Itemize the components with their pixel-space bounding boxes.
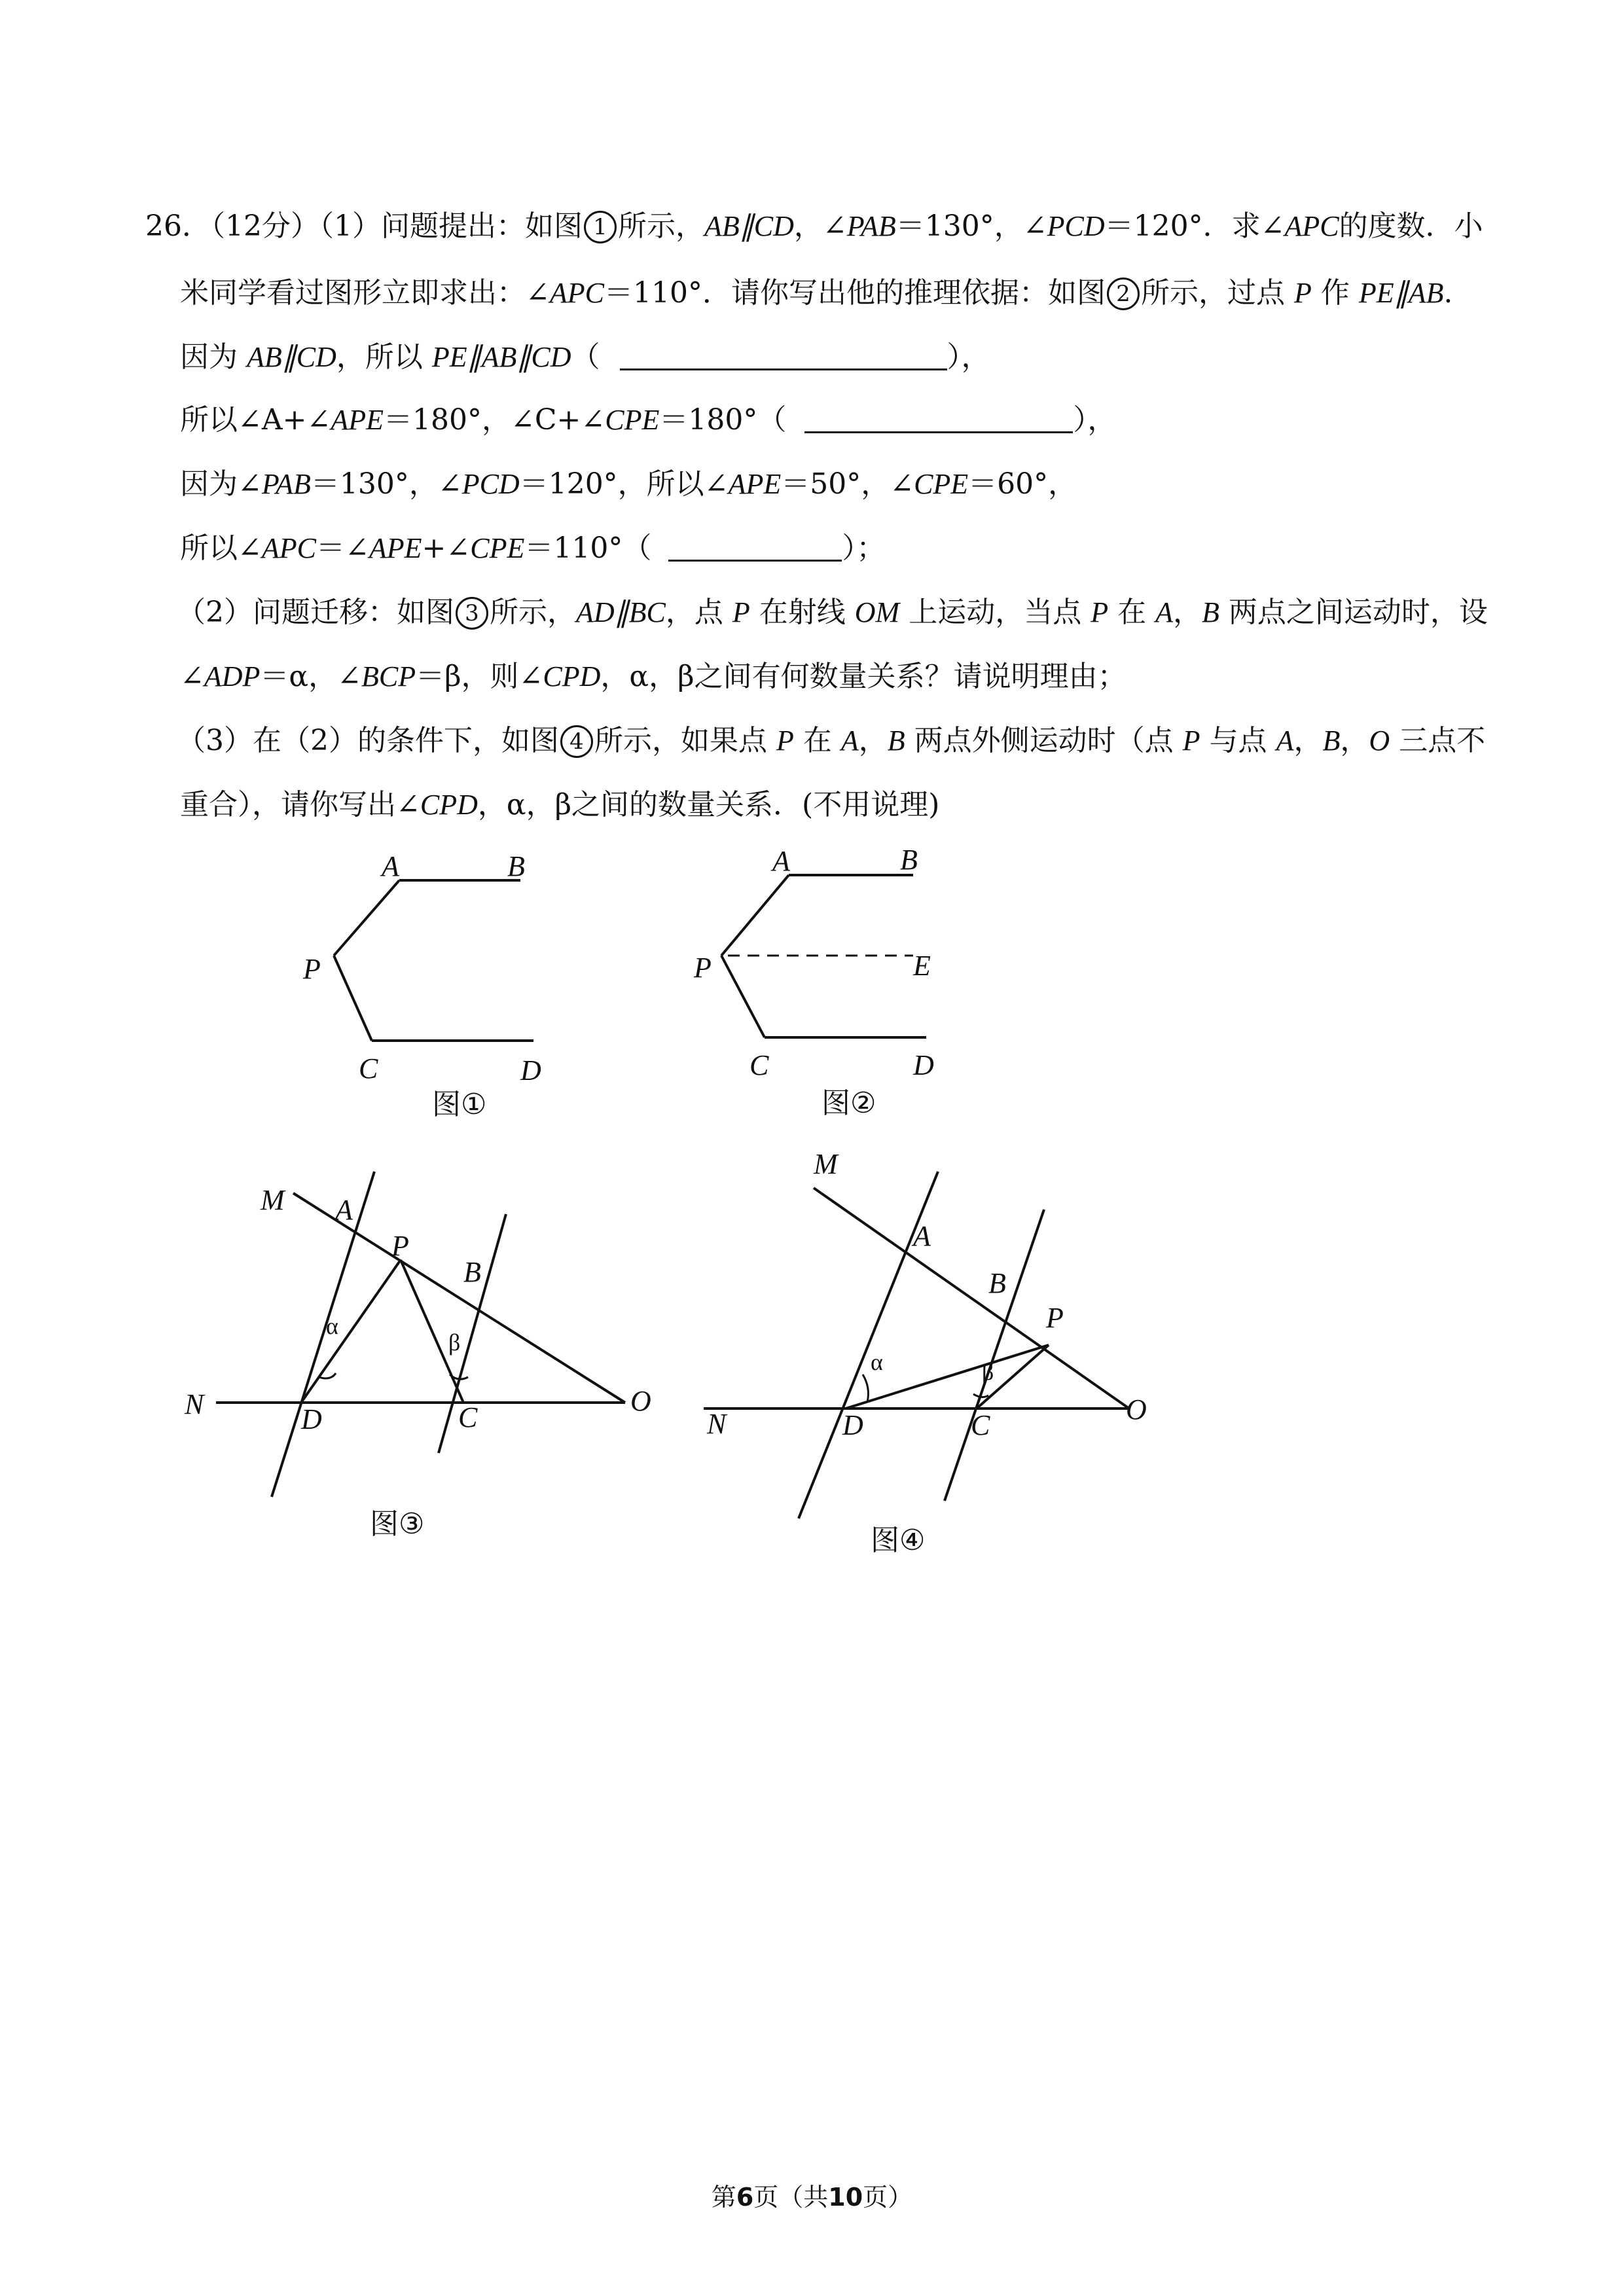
fig4-label-m: M (814, 1152, 838, 1180)
fig3-label-n: N (185, 1388, 204, 1420)
figure-3 (177, 1165, 674, 1558)
fig4-label-d: D (842, 1409, 863, 1441)
fig4-label-a: A (913, 1220, 931, 1252)
fig4-ray-om (814, 1188, 1129, 1408)
fig3-label-a: A (335, 1194, 353, 1226)
fig1-label-c: C (359, 1052, 378, 1085)
figure-1 (281, 838, 622, 1139)
fig3-label-c: C (458, 1401, 478, 1433)
question-line-1: 26．（12分）（1）问题提出：如图 1 所示，AB∥CD，∠PAB＝130°，∠PCD＝120°．求∠APC的度数．小 (145, 209, 1483, 243)
fig4-arc-alpha (863, 1374, 868, 1402)
page-total: 10 (828, 2183, 863, 2212)
fig3-label-beta: β (448, 1329, 461, 1355)
fig1-label-b: B (507, 850, 525, 882)
fig3-caption: 图③ (370, 1507, 425, 1541)
fig1-segment-ap (334, 880, 399, 956)
fig4-label-o: O (1126, 1393, 1147, 1426)
fig3-label-m: M (261, 1184, 285, 1216)
figure-4 (694, 1152, 1165, 1558)
fig4-label-c: C (971, 1409, 990, 1441)
figure-ref-2: 2 (1107, 278, 1140, 310)
fig1-caption: 图① (432, 1088, 487, 1121)
figure-ref-3: 3 (456, 597, 488, 630)
fig3-segment-pd (301, 1260, 401, 1403)
fig4-label-n: N (707, 1408, 727, 1440)
fig2-label-e: E (913, 950, 931, 982)
answer-blank-1[interactable] (620, 340, 947, 370)
question-line-8: ∠ADP＝α，∠BCP＝β，则∠CPD，α，β之间有何数量关系？请说明理由； (180, 660, 1127, 693)
fig2-caption: 图② (821, 1086, 876, 1120)
fig3-label-alpha: α (326, 1313, 338, 1339)
answer-blank-3[interactable] (668, 531, 842, 562)
fig3-line-ad (272, 1172, 374, 1497)
fig1-label-d: D (520, 1054, 541, 1086)
fig4-label-b: B (988, 1267, 1006, 1299)
question-line-4: 所以∠A+∠APE＝180°，∠C+∠CPE＝180°（ ）， (180, 403, 1117, 437)
fig2-label-d: D (913, 1049, 934, 1081)
question-line-7: （2）问题迁移：如图 3 所示，AD∥BC，点 P 在射线 OM 上运动，当点 P 在 A，B 两点之间运动时，设 (177, 596, 1488, 629)
fig1-label-a: A (382, 850, 399, 882)
question-line-5: 因为∠PAB＝130°，∠PCD＝120°，所以∠APE＝50°，∠CPE＝60°， (180, 467, 1077, 501)
page-footer: 第6页（共10页） (711, 2183, 913, 2212)
fig2-label-p: P (694, 952, 712, 984)
fig2-label-b: B (900, 844, 918, 876)
fig3-label-d: D (301, 1403, 322, 1435)
fig1-label-p: P (303, 953, 321, 985)
fig3-label-b: B (463, 1256, 481, 1288)
fig4-label-p: P (1046, 1302, 1064, 1334)
question-line-3: 因为 AB∥CD，所以 PE∥AB∥CD（ ）， (180, 340, 990, 374)
fig2-label-a: A (772, 845, 790, 877)
figure-2 (681, 831, 995, 1132)
answer-blank-2[interactable] (804, 403, 1073, 433)
figure-ref-4: 4 (560, 725, 593, 758)
question-line-6: 所以∠APC＝∠APE+∠CPE＝110°（ ）； (180, 531, 886, 565)
question-score: （12分） (211, 209, 319, 243)
fig4-caption: 图④ (871, 1524, 926, 1557)
question-line-9: （3）在（2）的条件下，如图 4 所示，如果点 P 在 A，B 两点外侧运动时（点 P 与点 A，B，O 三点不 (177, 724, 1486, 757)
fig3-label-o: O (630, 1385, 651, 1417)
fig3-label-p: P (391, 1230, 409, 1262)
fig2-label-c: C (749, 1049, 769, 1081)
fig4-line-bc (945, 1210, 1044, 1501)
fig1-segment-pc (334, 956, 372, 1041)
page-number: 6 (736, 2183, 754, 2212)
fig4-label-beta: β (982, 1359, 994, 1385)
figure-ref-1: 1 (584, 211, 617, 243)
fig2-segment-pc (721, 956, 765, 1037)
fig4-label-alpha: α (871, 1349, 883, 1375)
question-number: 26 (145, 209, 182, 243)
question-line-10: 重合），请你写出∠CPD，α，β之间的数量关系．(不用说理) (180, 788, 940, 821)
fig2-segment-ap (721, 875, 789, 956)
question-line-2: 米同学看过图形立即求出：∠APC＝110°．请你写出他的推理依据：如图 2 所示，过点 P 作 PE∥AB. (180, 276, 1453, 310)
